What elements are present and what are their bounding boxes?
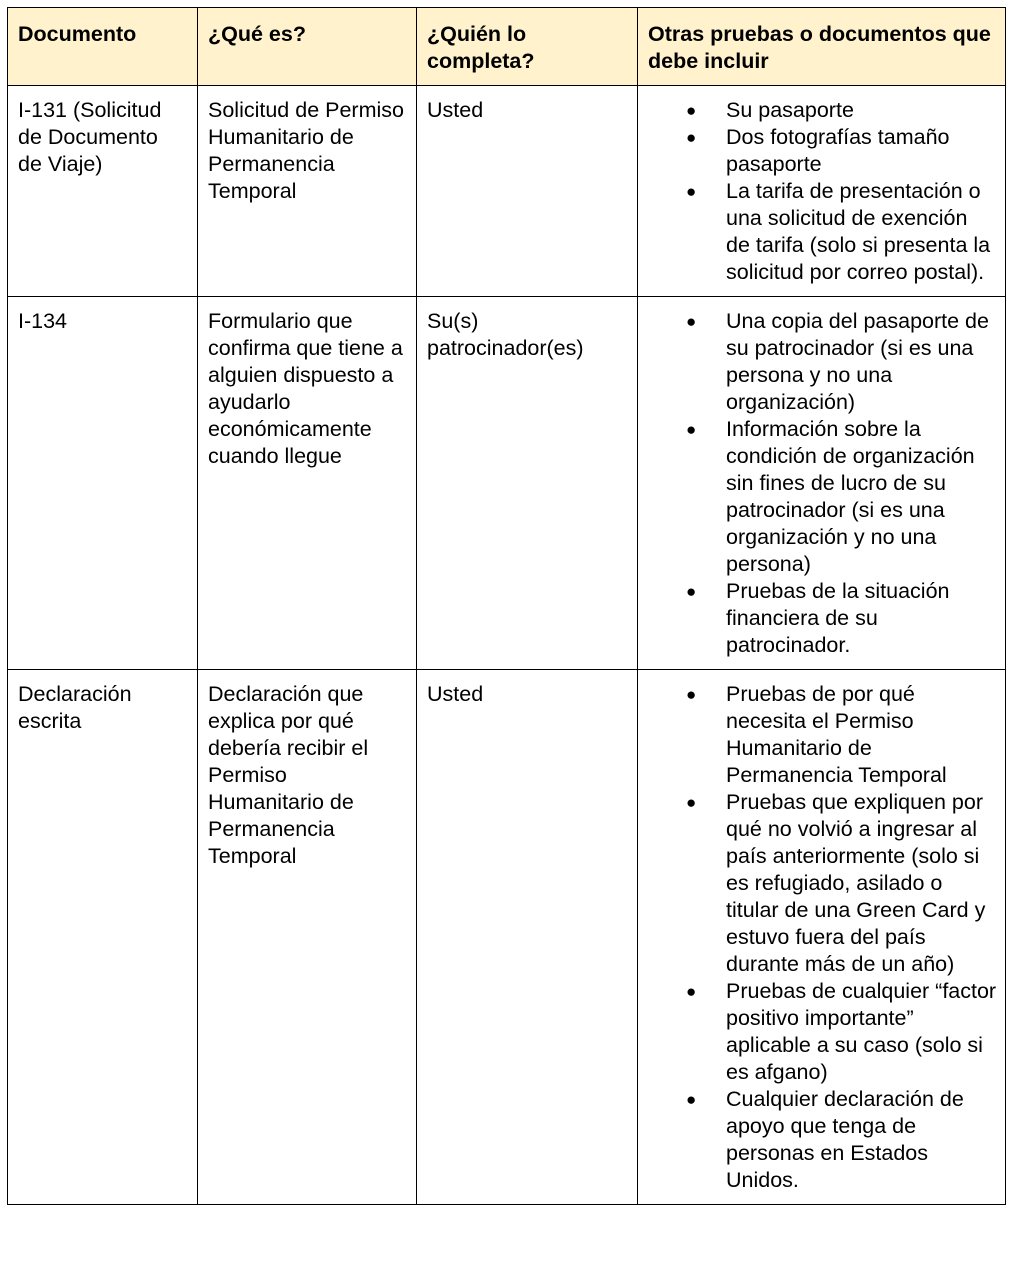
cell-what: Declaración que explica por qué debería recibir el Permiso Humanitario de Permanencia Temporal: [198, 670, 417, 1205]
list-item: [638, 978, 997, 1086]
cell-who: Usted: [417, 86, 638, 297]
bullet-icon: ●: [686, 982, 697, 1001]
cell-evidence: [638, 670, 1006, 1205]
bullet-icon: ●: [686, 582, 697, 601]
table-row: [8, 297, 1006, 670]
list-item-text: La tarifa de presentación o una solicitud de exención de tarifa (solo si presenta la solicitud por correo postal).: [726, 179, 991, 284]
evidence-list: [638, 97, 997, 286]
list-item: [638, 1086, 997, 1194]
list-item: [638, 578, 997, 659]
cell-document: I-131 (Solicitud de Documento de Viaje): [8, 86, 198, 297]
list-item-text: Pruebas de por qué necesita el Permiso Humanitario de Permanencia Temporal: [726, 682, 947, 787]
list-item-text: Dos fotografías tamaño pasaporte: [726, 125, 950, 176]
cell-what: Solicitud de Permiso Humanitario de Permanencia Temporal: [198, 86, 417, 297]
bullet-icon: ●: [686, 793, 697, 812]
cell-evidence: [638, 86, 1006, 297]
list-item-text: Pruebas de la situación financiera de su patrocinador.: [726, 579, 950, 657]
list-item: [638, 416, 997, 578]
list-item-text: Pruebas de cualquier “factor positivo importante” aplicable a su caso (solo si es afgano): [726, 979, 997, 1084]
evidence-list: [638, 308, 997, 659]
bullet-icon: ●: [686, 420, 697, 439]
evidence-list: [638, 681, 997, 1194]
list-item-text: Información sobre la condición de organización sin fines de lucro de su patrocinador (si es una organización y no una persona): [726, 417, 975, 576]
cell-who: Su(s) patrocinador(es): [417, 297, 638, 670]
bullet-icon: ●: [686, 182, 697, 201]
list-item: [638, 97, 997, 124]
list-item: [638, 308, 997, 416]
header-who-completes: ¿Quién lo completa?: [417, 8, 638, 86]
table-row: [8, 670, 1006, 1205]
documents-table: [7, 7, 1006, 1205]
bullet-icon: ●: [686, 128, 697, 147]
list-item-text: Una copia del pasaporte de su patrocinador (si es una persona y no una organización): [726, 309, 989, 414]
bullet-icon: ●: [686, 1090, 697, 1109]
list-item: [638, 178, 997, 286]
bullet-icon: ●: [686, 101, 697, 120]
header-what-is-it: ¿Qué es?: [198, 8, 417, 86]
header-other-evidence: Otras pruebas o documentos que debe incluir: [638, 8, 1006, 86]
list-item-text: Cualquier declaración de apoyo que tenga de personas en Estados Unidos.: [726, 1087, 964, 1192]
cell-document: Declaración escrita: [8, 670, 198, 1205]
list-item: [638, 789, 997, 978]
cell-evidence: [638, 297, 1006, 670]
table-header-row: [8, 8, 1006, 86]
bullet-icon: ●: [686, 312, 697, 331]
bullet-icon: ●: [686, 685, 697, 704]
list-item-text: Pruebas que expliquen por qué no volvió a ingresar al país anteriormente (solo si es refugiado, asilado o titular de una Green Card y estuvo fuera del país durante más de un año): [726, 790, 986, 976]
list-item: [638, 681, 997, 789]
cell-who: Usted: [417, 670, 638, 1205]
cell-what: Formulario que confirma que tiene a alguien dispuesto a ayudarlo económicamente cuando llegue: [198, 297, 417, 670]
list-item: [638, 124, 997, 178]
list-item-text: Su pasaporte: [726, 98, 854, 122]
table-row: [8, 86, 1006, 297]
cell-document: I-134: [8, 297, 198, 670]
header-document: Documento: [8, 8, 198, 86]
